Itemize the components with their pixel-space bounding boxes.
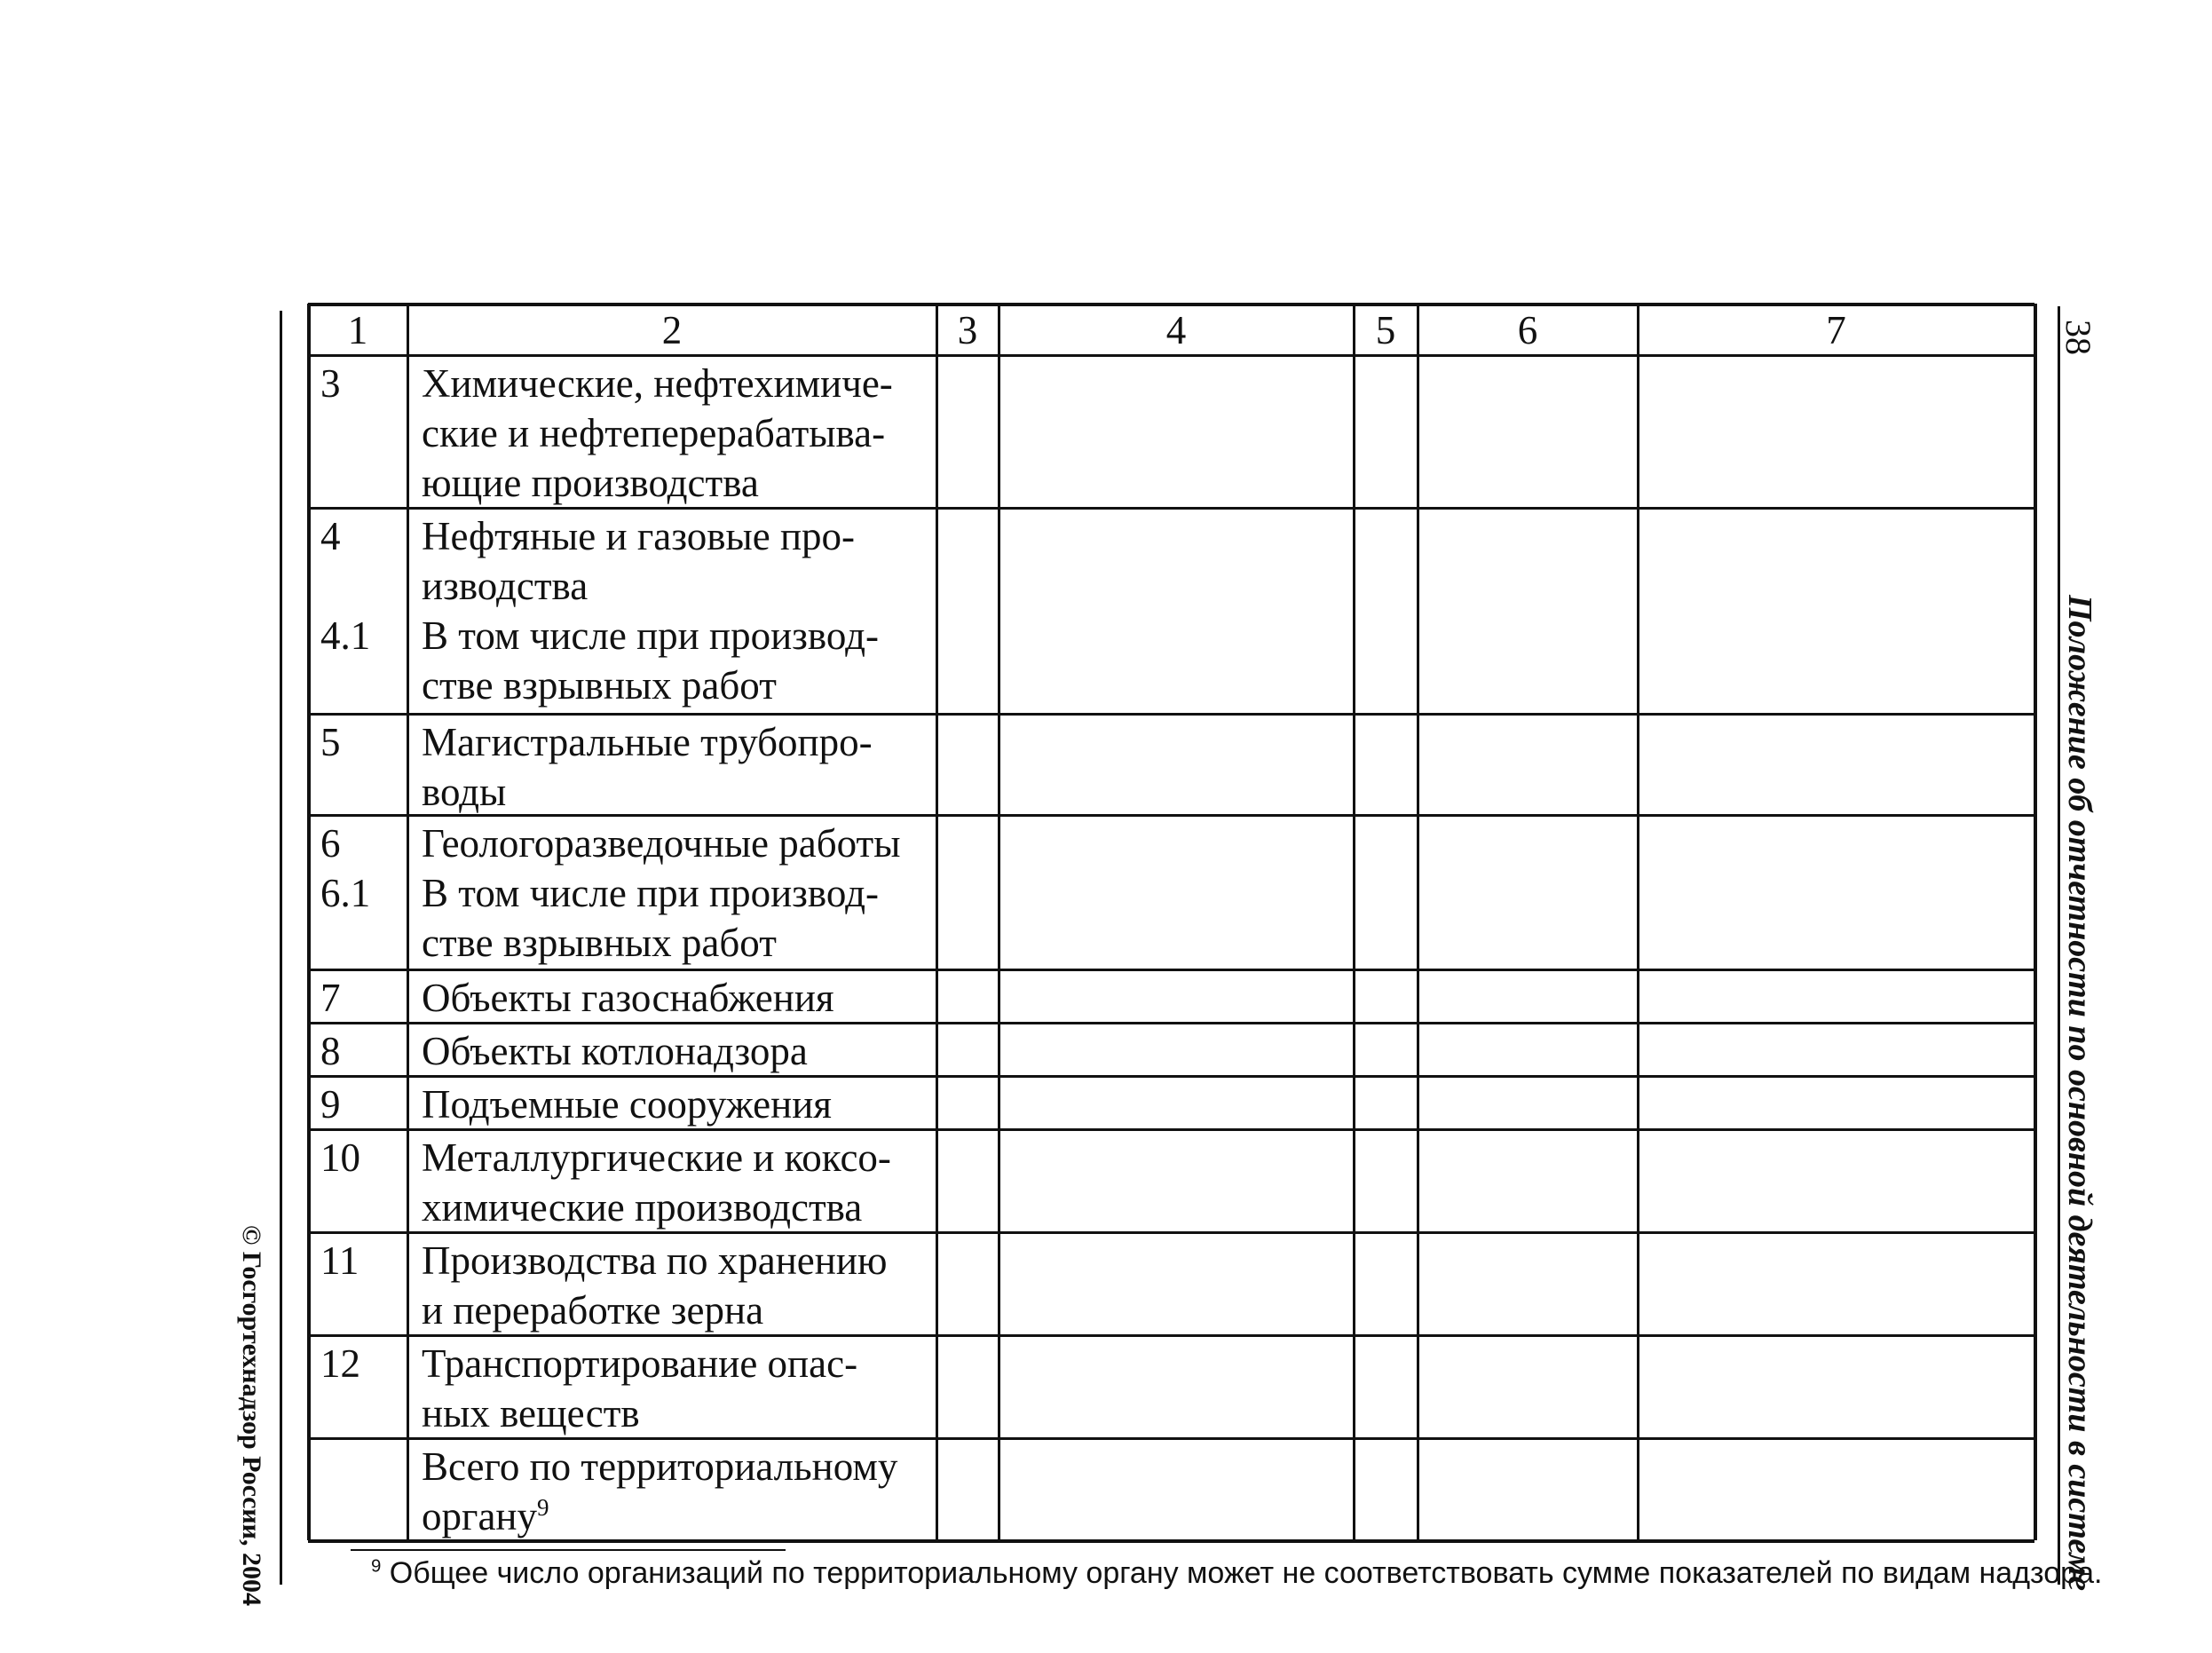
row-label-text: воды	[422, 770, 507, 814]
table-vertical-rule	[2034, 304, 2037, 1540]
row-label-line	[422, 868, 879, 918]
row-number: 6	[320, 821, 341, 866]
row-label-text: Магистральные трубопро-	[422, 720, 873, 764]
row-number: 4	[320, 514, 341, 558]
row-number: 6.1	[320, 871, 371, 915]
table-vertical-rule	[936, 304, 938, 1540]
table-horizontal-rule	[308, 969, 2034, 971]
row-label-text: Производства по хранению	[422, 1238, 888, 1283]
page-number: 38	[2058, 320, 2098, 355]
row-label-line	[422, 561, 588, 611]
table-vertical-rule	[407, 304, 409, 1540]
row-label-text: ские и нефтеперерабатыва-	[422, 411, 886, 455]
row-label-text: изводства	[422, 564, 589, 608]
row-number: 8	[320, 1029, 341, 1073]
row-number: 9	[320, 1082, 341, 1127]
row-label-line	[422, 511, 855, 561]
table-header-cell: 4	[1165, 308, 1187, 352]
row-label-line	[422, 1236, 888, 1285]
row-footnote-mark: 9	[537, 1494, 549, 1521]
row-label-text: химические производства	[422, 1185, 863, 1230]
table-horizontal-rule	[308, 1539, 2034, 1543]
table-header-cell: 5	[1375, 308, 1396, 352]
row-number: 7	[320, 976, 341, 1020]
footnote	[371, 1556, 2102, 1591]
row-label-text: В том числе при производ-	[422, 613, 879, 658]
row-label-text: стве взрывных работ	[422, 663, 777, 708]
table-header-cell: 3	[957, 308, 978, 352]
row-number: 3	[320, 361, 341, 406]
row-label-line	[422, 359, 893, 408]
row-number: 4.1	[320, 613, 371, 658]
row-label-line	[422, 767, 506, 817]
row-label-line	[422, 717, 873, 767]
row-label-text: ющие производства	[422, 461, 759, 505]
row-label-line	[422, 1388, 640, 1438]
row-label-line	[422, 1339, 857, 1388]
table-header-cell: 2	[661, 308, 683, 352]
left-margin-rule	[280, 311, 282, 1585]
row-number: 5	[320, 720, 341, 764]
row-label-line	[422, 973, 834, 1023]
row-number: 10	[320, 1135, 360, 1180]
table-header-cell: 6	[1517, 308, 1538, 352]
row-label-text: и переработке зерна	[422, 1288, 764, 1333]
row-label-text: Всего по территориальному	[422, 1444, 898, 1489]
report-table	[308, 304, 2034, 1540]
row-label-text: Нефтяные и газовые про-	[422, 514, 856, 558]
row-label-line	[422, 1491, 549, 1541]
row-label-line	[422, 611, 879, 660]
table-vertical-rule	[1353, 304, 1355, 1540]
running-title: Положение об отчетности по основной деятельности в системе	[2061, 595, 2098, 1592]
row-label-text: Объекты котлонадзора	[422, 1029, 808, 1073]
row-label-text: ных веществ	[422, 1391, 640, 1436]
row-label-text: Химические, нефтехимиче-	[422, 361, 893, 406]
footnote-separator	[351, 1549, 786, 1551]
row-label-text: В том числе при производ-	[422, 871, 879, 915]
row-label-text: Металлургические и коксо-	[422, 1135, 891, 1180]
footnote-mark: 9	[371, 1556, 382, 1577]
row-label-line	[422, 408, 885, 458]
row-label-line	[422, 1442, 897, 1491]
table-header-cell: 7	[1826, 308, 1846, 352]
table-vertical-rule	[307, 304, 311, 1540]
copyright-notice: © Госгортехнадзор России, 2004	[237, 1225, 266, 1606]
row-label-text: стве взрывных работ	[422, 921, 777, 965]
table-vertical-rule	[998, 304, 1000, 1540]
footnote-text: Общее число организаций по территориальному органу может не соответствовать сумме показателей по видам надзора.	[389, 1556, 2103, 1590]
table-horizontal-rule	[308, 814, 2034, 817]
row-label-line	[422, 1133, 891, 1182]
table-header-cell: 1	[347, 308, 368, 352]
row-label-line	[422, 918, 777, 968]
row-label-text: Объекты газоснабжения	[422, 976, 834, 1020]
row-label-line	[422, 1080, 832, 1129]
row-label-line	[422, 819, 900, 868]
row-label-line	[422, 1182, 862, 1232]
row-label-text: Геологоразведочные работы	[422, 821, 901, 866]
table-horizontal-rule	[308, 713, 2034, 716]
row-label-text: Транспортирование опас-	[422, 1341, 858, 1386]
row-label-text: органу	[422, 1494, 538, 1538]
row-label-line	[422, 1026, 808, 1076]
table-vertical-rule	[1417, 304, 1419, 1540]
row-number: 12	[320, 1341, 360, 1386]
row-label-line	[422, 660, 777, 710]
row-label-text: Подъемные сооружения	[422, 1082, 832, 1127]
row-label-line	[422, 458, 759, 508]
table-vertical-rule	[1637, 304, 1639, 1540]
row-number: 11	[320, 1238, 359, 1283]
row-label-line	[422, 1285, 763, 1335]
